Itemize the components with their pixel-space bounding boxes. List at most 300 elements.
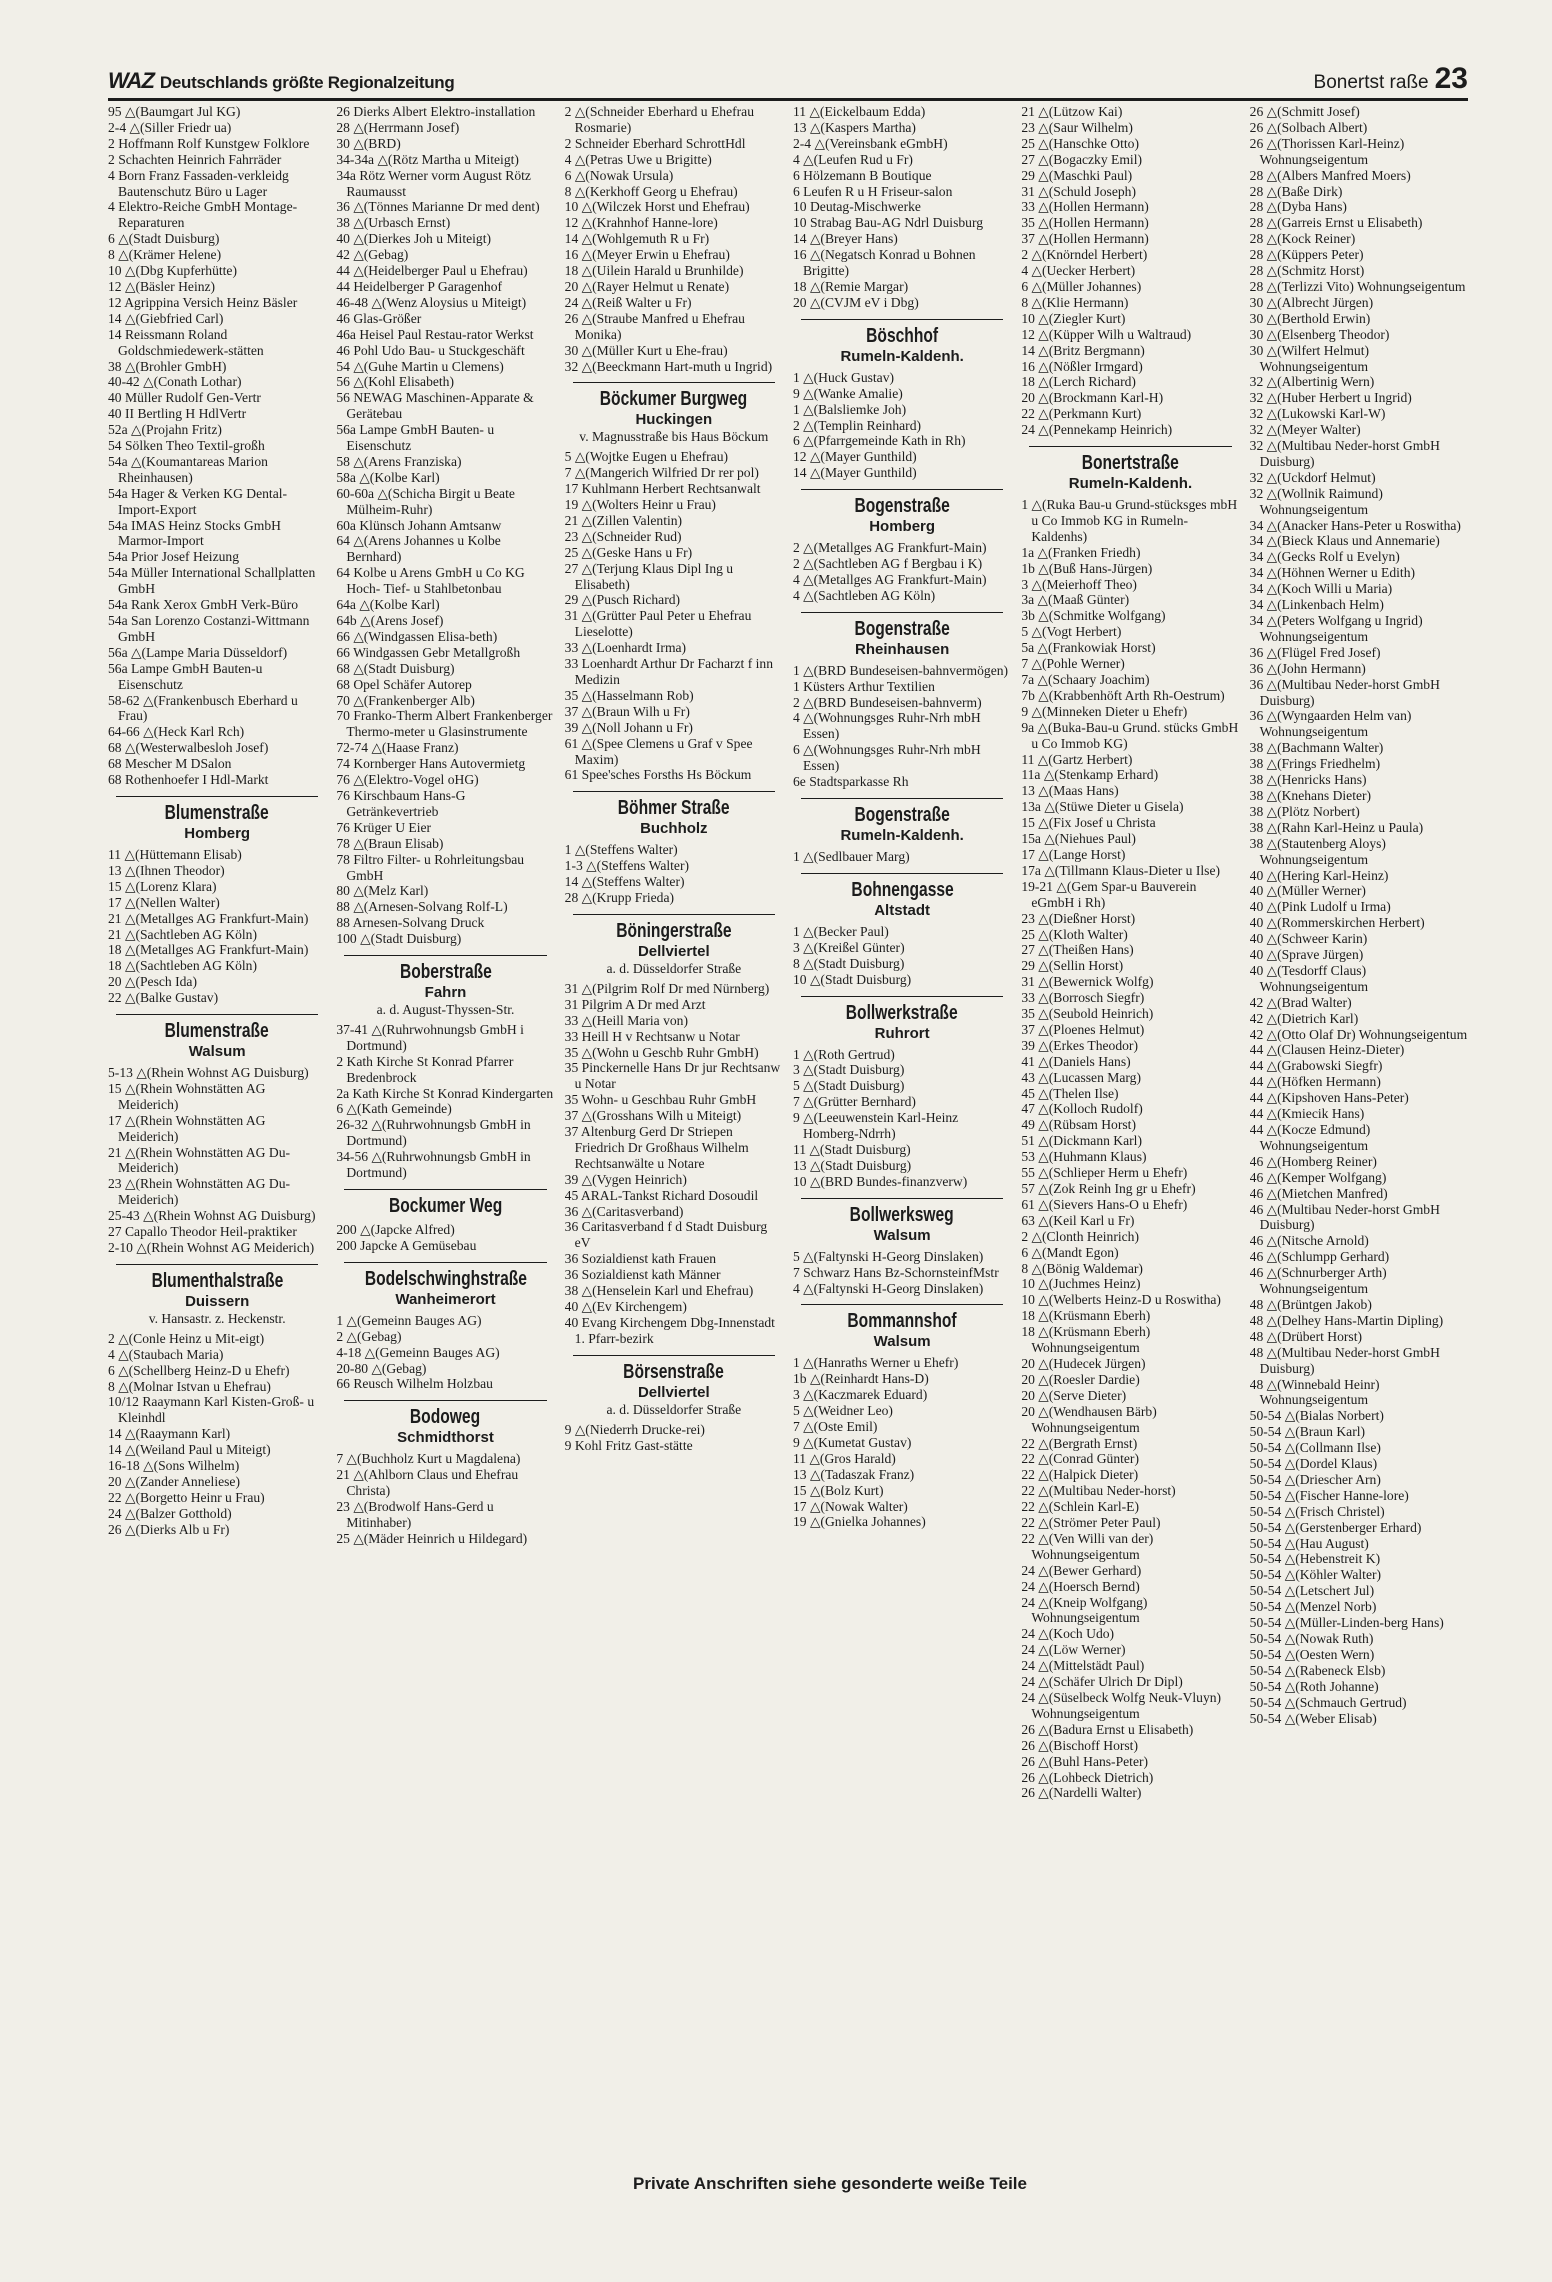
address-entry: 54a △(Koumantareas Marion Rheinhausen) xyxy=(108,453,268,485)
address-entry: 11 △(Hüttemann Elisab) xyxy=(108,846,242,862)
address-entry: 23 △(Dießner Horst) xyxy=(1021,910,1136,926)
address-entry: 20 △(Rayer Helmut u Renate) xyxy=(564,278,730,294)
address-entry: 2-10 △(Rhein Wohnst AG Meiderich) xyxy=(108,1240,315,1255)
address-entry: 50-54 △(Menzel Norb) xyxy=(1249,1599,1377,1615)
address-entry: 38 △(Brohler GmbH) xyxy=(108,358,227,374)
address-entry: 36 △(Flügel Fred Josef) xyxy=(1249,644,1381,660)
address-entry: 10 △(Wilczek Horst und Ehefrau) xyxy=(564,199,750,215)
address-entry: 39 △(Erkes Theodor) xyxy=(1021,1037,1138,1053)
district-name: Homberg xyxy=(184,824,251,842)
address-entry: 1 △(Steffens Walter) xyxy=(564,842,678,858)
address-entry: 7 △(Pohle Werner) xyxy=(1021,656,1125,672)
address-entry: 31 △(Grütter Paul Peter u Ehefrau Lieselotte) xyxy=(564,608,752,640)
street-name: Bodelschwinghstraße xyxy=(364,1267,527,1290)
address-entry: 6 Hölzemann B Boutique xyxy=(792,167,932,183)
address-entry: 26 △(Nardelli Walter) xyxy=(1021,1785,1142,1801)
address-entry: 50-54 △(Rabeneck Elsb) xyxy=(1249,1662,1386,1678)
directory-columns xyxy=(108,104,1468,2184)
address-entry: 33 △(Hollen Hermann) xyxy=(1021,199,1149,215)
address-entry: 55 △(Schlieper Herm u Ehefr) xyxy=(1021,1165,1188,1181)
address-entry: 2 △(Sachtleben AG f Bergbau i K) xyxy=(792,556,983,572)
address-entry: 10 △(Welberts Heinz-D u Roswitha) xyxy=(1021,1292,1221,1308)
address-entry: 20 △(Zander Anneliese) xyxy=(108,1473,240,1489)
address-entry: 6 △(Pfarrgemeinde Kath in Rh) xyxy=(792,433,966,449)
address-entry: 66 Windgassen Gebr Metallgroßh xyxy=(336,644,521,660)
street-range-note: a. d. August-Thyssen-Str. xyxy=(376,1002,515,1018)
address-entry: 13 △(Tadaszak Franz) xyxy=(792,1466,915,1482)
address-entry: 4 △(Staubach Maria) xyxy=(108,1346,224,1362)
address-entry: 46 △(Nitsche Arnold) xyxy=(1249,1233,1369,1249)
address-entry: 2 △(Schneider Eberhard u Ehefrau Rosmarie) xyxy=(564,104,755,135)
district-name: Schmidthorst xyxy=(397,1429,494,1447)
address-entry: 34-34a △(Rötz Martha u Miteigt) xyxy=(336,151,519,167)
masthead-slogan: Deutschlands größte Regionalzeitung xyxy=(159,73,455,92)
address-entry: 45 △(Thelen Ilse) xyxy=(1021,1085,1119,1101)
district-name: Homberg xyxy=(869,518,936,536)
address-entry: 16-18 △(Sons Wilhelm) xyxy=(108,1458,240,1474)
address-entry: 45 ARAL-Tankst Richard Dosoudil xyxy=(564,1187,759,1203)
address-entry: 50-54 △(Fischer Hanne-lore) xyxy=(1249,1487,1409,1503)
column-3 xyxy=(565,104,783,2184)
address-entry: 78 Filtro Filter- u Rohrleitungsbau GmbH xyxy=(336,851,525,883)
street-name: Bogenstraße xyxy=(854,804,950,826)
district-name: Walsum xyxy=(873,1226,931,1244)
address-entry: 14 △(Raaymann Karl) xyxy=(108,1426,231,1442)
section-rule xyxy=(1029,446,1231,447)
address-entry: 40 △(Rommerskirchen Herbert) xyxy=(1249,915,1425,931)
address-entry: 9 Kohl Fritz Gast-stätte xyxy=(564,1437,693,1453)
street-name: Bockumer Weg xyxy=(388,1195,503,1217)
address-entry: 2 Schneider Eberhard SchrottHdl xyxy=(564,135,746,151)
address-entry: 42 △(Gebag) xyxy=(336,247,409,263)
address-entry: 56a Lampe GmbH Bauten-u Eisenschutz xyxy=(108,660,263,692)
address-entry: 6 △(Mandt Egon) xyxy=(1021,1244,1119,1260)
address-entry: 42 △(Otto Olaf Dr) Wohnungseigentum xyxy=(1249,1026,1468,1042)
section-rule xyxy=(801,873,1003,874)
address-entry: 26 △(Straube Manfred u Ehefrau Monika) xyxy=(564,310,745,342)
address-entry: 24 △(Süselbeck Wolfg Neuk-Vluyn) Wohnungseigentum xyxy=(1021,1690,1222,1721)
address-entry: 36 Sozialdienst kath Frauen xyxy=(564,1251,717,1267)
address-entry: 5 △(Faltynski H-Georg Dinslaken) xyxy=(792,1248,984,1264)
district-name: Fahrn xyxy=(424,984,467,1002)
address-entry: 2 △(BRD Bundeseisen-bahnverm) xyxy=(792,694,982,710)
address-entry: 2 △(Metallges AG Frankfurt-Main) xyxy=(792,540,987,556)
address-entry: 36 △(Caritasverband) xyxy=(564,1203,684,1219)
address-entry: 17 △(Lange Horst) xyxy=(1021,846,1126,862)
address-entry: 40 △(Hering Karl-Heinz) xyxy=(1249,867,1389,883)
address-entry: 2 △(Templin Reinhard) xyxy=(792,417,922,433)
address-entry: 44 △(Kocze Edmund) Wohnungseigentum xyxy=(1249,1122,1371,1153)
address-entry: 20 △(Hudecek Jürgen) xyxy=(1021,1355,1146,1371)
address-entry: 3 △(Stadt Duisburg) xyxy=(792,1062,905,1078)
address-entry: 40 △(Dierkes Joh u Miteigt) xyxy=(336,231,492,247)
address-entry: 9 △(Leeuwenstein Karl-Heinz Homberg-Ndrrh) xyxy=(792,1110,959,1142)
address-entry: 57 △(Zok Reinh Ing gr u Ehefr) xyxy=(1021,1181,1196,1196)
street-section-heading xyxy=(793,798,1011,845)
address-entry: 51 △(Dickmann Karl) xyxy=(1021,1133,1142,1149)
address-entry: 46 Glas-Größer xyxy=(336,310,422,326)
address-entry: 15a △(Niehues Paul) xyxy=(1021,831,1136,847)
address-entry: 61 △(Spee Clemens u Graf v Spee Maxim) xyxy=(564,735,753,767)
address-entry: 38 △(Knehans Dieter) xyxy=(1249,787,1372,803)
address-entry: 37 △(Braun Wilh u Fr) xyxy=(564,703,690,719)
address-entry: 1 △(Ruka Bau-u Grund-stücksges mbH u Co Immob KG in Rumeln-Kaldenhs) xyxy=(1021,497,1238,544)
address-entry: 64b △(Arens Josef) xyxy=(336,613,444,628)
address-entry: 70 △(Frankenberger Alb) xyxy=(336,692,475,708)
address-entry: 22 △(Multibau Neder-horst) xyxy=(1021,1483,1176,1499)
address-entry: 15 △(Bolz Kurt) xyxy=(792,1482,884,1498)
address-entry: 18 △(Lerch Richard) xyxy=(1021,374,1136,390)
address-entry: 56 NEWAG Maschinen-Apparate & Gerätebau xyxy=(336,390,534,422)
address-entry: 40 △(Sprave Jürgen) xyxy=(1249,947,1364,963)
address-entry: 46 Pohl Udo Bau- u Stuckgeschäft xyxy=(336,342,525,358)
address-entry: 32 △(Huber Herbert u Ingrid) xyxy=(1249,390,1412,406)
address-entry: 31 Pilgrim A Dr med Arzt xyxy=(564,996,706,1012)
street-range-note: a. d. Düsseldorfer Straße xyxy=(606,960,742,976)
address-entry: 44 △(Kmiecik Hans) xyxy=(1249,1106,1365,1122)
address-entry: 66 Reusch Wilhelm Holzbau xyxy=(336,1376,493,1392)
address-entry: 28 △(Dyba Hans) xyxy=(1249,199,1347,215)
address-entry: 5 △(Wojtke Eugen u Ehefrau) xyxy=(564,449,729,465)
address-entry: 70 Franko-Therm Albert Frankenberger Thermo-meter u Glasinstrumente xyxy=(336,708,553,740)
address-entry: 68 Rothenhoefer I Hdl-Markt xyxy=(108,772,269,788)
address-entry: 6 △(Nowak Ursula) xyxy=(564,167,674,183)
street-name: Bohnengasse xyxy=(850,878,954,901)
address-entry: 12 △(Krahnhof Hanne-lore) xyxy=(564,215,718,231)
district-name: Ruhrort xyxy=(874,1024,930,1042)
address-entry: 35 Pinckernelle Hans Dr jur Rechtsanw u Notar xyxy=(564,1060,781,1092)
address-entry: 24 △(Bewer Gerhard) xyxy=(1021,1562,1142,1578)
address-entry: 10 Deutag-Mischwerke xyxy=(792,199,921,215)
address-entry: 23 △(Brodwolf Hans-Gerd u Mitinhaber) xyxy=(336,1499,494,1530)
street-section-heading xyxy=(793,1198,1011,1245)
address-entry: 40-42 △(Conath Lothar) xyxy=(108,374,242,390)
street-section-heading xyxy=(793,873,1011,920)
address-entry: 21 △(Zillen Valentin) xyxy=(564,512,683,528)
address-entry: 22 △(Ven Willi van der) Wohnungseigentum xyxy=(1021,1530,1154,1562)
address-entry: 6 △(Müller Johannes) xyxy=(1021,278,1142,294)
address-entry: 7 △(Grütter Bernhard) xyxy=(792,1094,916,1110)
address-entry: 58a △(Kolbe Karl) xyxy=(336,469,440,485)
address-entry: 50-54 △(Schmauch Gertrud) xyxy=(1249,1694,1407,1710)
address-entry: 52a △(Projahn Fritz) xyxy=(108,422,222,438)
address-entry: 18 △(Remie Margar) xyxy=(792,278,909,294)
district-name: Dellviertel xyxy=(637,1383,710,1401)
district-name: Duissern xyxy=(185,1292,250,1310)
address-entry: 13 △(Maas Hans) xyxy=(1021,783,1119,799)
address-entry: 46 △(Homberg Reiner) xyxy=(1249,1153,1377,1169)
address-entry: 100 △(Stadt Duisburg) xyxy=(336,931,462,947)
address-entry: 26 △(Thorissen Karl-Heinz) Wohnungseigentum xyxy=(1249,135,1405,167)
address-entry: 23 △(Saur Wilhelm) xyxy=(1021,119,1133,135)
address-entry: 24 △(Balzer Gotthold) xyxy=(108,1505,232,1521)
address-entry: 2 △(Conle Heinz u Mit-eigt) xyxy=(108,1330,265,1346)
street-name: Bodoweg xyxy=(410,1406,481,1429)
address-entry: 2 Kath Kirche St Konrad Pfarrer Bredenbrock xyxy=(336,1053,514,1085)
address-entry: 24 △(Löw Werner) xyxy=(1021,1642,1126,1658)
address-entry: 26-32 △(Ruhrwohnungsb GmbH in Dortmund) xyxy=(336,1117,531,1149)
address-entry: 25-43 △(Rhein Wohnst AG Duisburg) xyxy=(108,1208,316,1224)
street-range-note: a. d. Düsseldorfer Straße xyxy=(606,1401,742,1417)
street-name: Böhmer Straße xyxy=(617,797,730,820)
column-2 xyxy=(336,104,554,2184)
address-entry: 1 △(BRD Bundeseisen-bahnvermögen) xyxy=(792,662,1009,678)
address-entry: 6 △(Schellberg Heinz-D u Ehefr) xyxy=(108,1362,290,1378)
street-section-heading xyxy=(336,1262,554,1309)
address-entry: 44 △(Clausen Heinz-Dieter) xyxy=(1249,1042,1405,1058)
address-entry: 74 Kornberger Hans Autovermietg xyxy=(336,756,526,772)
address-entry: 54a Prior Josef Heizung xyxy=(108,549,239,565)
address-entry: 11 △(Gros Harald) xyxy=(792,1450,896,1466)
address-entry: 50-54 △(Hebenstreit K) xyxy=(1249,1551,1381,1567)
address-entry: 20 △(Serve Dieter) xyxy=(1021,1387,1127,1403)
street-name: Böschhof xyxy=(866,324,939,347)
address-entry: 40 △(Müller Werner) xyxy=(1249,883,1366,899)
address-entry: 46 △(Kemper Wolfgang) xyxy=(1249,1169,1387,1185)
section-rule xyxy=(801,1304,1003,1305)
district-name: Rumeln-Kaldenh. xyxy=(1068,475,1193,493)
address-entry: 40 △(Pink Ludolf u Irma) xyxy=(1249,899,1391,915)
address-entry: 6 △(Stadt Duisburg) xyxy=(108,231,220,247)
section-rule xyxy=(801,996,1003,997)
address-entry: 56a Lampe GmbH Bauten- u Eisenschutz xyxy=(336,422,495,454)
address-entry: 2 △(Knörndel Herbert) xyxy=(1021,247,1148,263)
address-entry: 11 △(Eickelbaum Edda) xyxy=(792,104,926,119)
address-entry: 4 △(Sachtleben AG Köln) xyxy=(792,587,936,603)
section-rule xyxy=(116,1014,318,1015)
address-entry: 46 △(Schnurberger Arth) Wohnungseigentum xyxy=(1249,1265,1387,1297)
address-entry: 14 △(Britz Bergmann) xyxy=(1021,342,1145,358)
address-entry: 12 △(Bäsler Heinz) xyxy=(108,278,216,294)
address-entry: 22 △(Balke Gustav) xyxy=(108,990,219,1006)
address-entry: 20-80 △(Gebag) xyxy=(336,1360,427,1376)
street-name: Boberstraße xyxy=(399,961,492,984)
district-name: Huckingen xyxy=(635,411,713,429)
address-entry: 3 △(Kaczmarek Eduard) xyxy=(792,1387,928,1403)
street-section-heading xyxy=(108,1264,326,1327)
address-entry: 14 △(Weiland Paul u Miteigt) xyxy=(108,1442,271,1458)
address-entry: 14 △(Steffens Walter) xyxy=(564,874,685,890)
address-entry: 2 Schachten Heinrich Fahrräder xyxy=(108,151,282,167)
section-rule xyxy=(116,1264,318,1265)
address-entry: 38 △(Henselein Karl und Ehefrau) xyxy=(564,1283,754,1299)
address-entry: 22 △(Schlein Karl-E) xyxy=(1021,1499,1139,1515)
address-entry: 53 △(Huhmann Klaus) xyxy=(1021,1149,1147,1165)
address-entry: 200 Japcke A Gemüsebau xyxy=(336,1237,477,1253)
address-entry: 39 △(Vygen Heinrich) xyxy=(564,1171,687,1187)
address-entry: 49 △(Rübsam Horst) xyxy=(1021,1117,1136,1133)
district-name: Rumeln-Kaldenh. xyxy=(840,827,964,844)
address-entry: 35 △(Wohn u Geschb Ruhr GmbH) xyxy=(564,1044,759,1060)
address-entry: 50-54 △(Collmann Ilse) xyxy=(1249,1440,1381,1456)
address-entry: 44 △(Heidelberger Paul u Ehefrau) xyxy=(336,263,528,279)
address-entry: 14 △(Wohlgemuth R u Fr) xyxy=(564,231,710,247)
address-entry: 46-48 △(Wenz Aloysius u Miteigt) xyxy=(336,294,527,310)
address-entry: 40 II Bertling H HdlVertr xyxy=(108,406,247,422)
address-entry: 41 △(Daniels Hans) xyxy=(1021,1053,1131,1069)
address-entry: 16 △(Meyer Erwin u Ehefrau) xyxy=(564,247,730,263)
address-entry: 7b △(Krabbenhöft Arth Rh-Oestrum) xyxy=(1021,687,1225,703)
district-name: Buchholz xyxy=(640,820,708,838)
address-entry: 18 △(Uilein Harald u Brunhilde) xyxy=(564,263,744,279)
street-name: Bonertstraße xyxy=(1081,452,1180,475)
address-entry: 68 △(Westerwalbesloh Josef) xyxy=(108,740,269,756)
address-entry: 2 △(Gebag) xyxy=(336,1328,402,1344)
address-entry: 88 △(Arnesen-Solvang Rolf-L) xyxy=(336,899,508,915)
address-entry: 24 △(Schäfer Ulrich Dr Dipl) xyxy=(1021,1674,1183,1690)
address-entry: 78 △(Braun Elisab) xyxy=(336,835,444,851)
address-entry: 40 △(Tesdorff Claus) Wohnungseigentum xyxy=(1249,962,1369,994)
column-1 xyxy=(108,104,326,2184)
address-entry: 39 △(Noll Johann u Fr) xyxy=(564,719,693,735)
address-entry: 33 △(Borrosch Siegfr) xyxy=(1021,990,1145,1006)
address-entry: 7 △(Mangerich Wilfried Dr rer pol) xyxy=(564,465,759,481)
address-entry: 37 △(Grosshans Wilh u Miteigt) xyxy=(564,1108,742,1124)
section-rule xyxy=(573,382,775,383)
address-entry: 15 △(Rhein Wohnstätten AG Meiderich) xyxy=(108,1080,266,1112)
district-name: Dellviertel xyxy=(637,942,710,960)
address-entry: 22 △(Borgetto Heinr u Frau) xyxy=(108,1489,265,1505)
address-entry: 33 Heill H v Rechtsanw u Notar xyxy=(564,1028,740,1044)
section-rule xyxy=(573,914,775,915)
address-entry: 54a Rank Xerox GmbH Verk-Büro xyxy=(108,597,299,613)
address-entry: 17 Kuhlmann Herbert Rechtsanwalt xyxy=(564,481,761,497)
address-entry: 54 Sölken Theo Textil-großh xyxy=(108,438,265,454)
address-entry: 2-4 △(Siller Friedr ua) xyxy=(108,119,232,135)
address-entry: 16 △(Nößler Irmgard) xyxy=(1021,358,1143,374)
address-entry: 33 Loenhardt Arthur Dr Facharzt f inn Medizin xyxy=(564,656,774,687)
address-entry: 5 △(Weidner Leo) xyxy=(792,1403,893,1419)
street-section-heading xyxy=(565,1355,783,1418)
street-section-heading xyxy=(565,382,783,445)
address-entry: 48 △(Delhey Hans-Martin Dipling) xyxy=(1249,1312,1444,1328)
address-entry: 42 △(Brad Walter) xyxy=(1249,994,1352,1010)
street-name: Börsenstraße xyxy=(623,1360,725,1383)
address-entry: 37 △(Ploenes Helmut) xyxy=(1021,1021,1145,1037)
column-4 xyxy=(793,104,1011,2184)
address-entry: 9 △(Wanke Amalie) xyxy=(792,385,903,401)
address-entry: 200 △(Japcke Alfred) xyxy=(336,1222,455,1237)
address-entry: 4 △(Leufen Rud u Fr) xyxy=(792,151,913,167)
waz-logo: WAZ xyxy=(108,68,154,93)
address-entry: 8 △(Bönig Waldemar) xyxy=(1021,1260,1143,1276)
address-entry: 35 △(Seubold Heinrich) xyxy=(1021,1006,1154,1022)
address-entry: 24 △(Koch Udo) xyxy=(1021,1626,1115,1642)
address-entry: 50-54 △(Frisch Christel) xyxy=(1249,1503,1385,1519)
address-entry: 27 △(Bogaczky Emil) xyxy=(1021,151,1142,167)
address-entry: 7a △(Schaary Joachim) xyxy=(1021,672,1150,687)
section-rule xyxy=(801,489,1003,490)
page-number: 23 xyxy=(1434,62,1468,95)
address-entry: 66 △(Windgassen Elisa-beth) xyxy=(336,628,498,644)
address-entry: 28 △(Garreis Ernst u Elisabeth) xyxy=(1249,215,1423,231)
address-entry: 17 △(Nellen Walter) xyxy=(108,894,220,910)
address-entry: 50-54 △(Köhler Walter) xyxy=(1249,1567,1382,1583)
address-entry: 68 Mescher M DSalon xyxy=(108,756,232,772)
section-rule xyxy=(801,319,1003,320)
address-entry: 32 △(Beeckmann Hart-muth u Ingrid) xyxy=(564,358,773,374)
address-entry: 32 △(Lukowski Karl-W) xyxy=(1249,406,1386,422)
address-entry: 64-66 △(Heck Karl Rch) xyxy=(108,724,245,740)
section-rule xyxy=(344,1400,546,1401)
address-entry: 8 △(Klie Hermann) xyxy=(1021,294,1129,310)
address-entry: 26 △(Schmitt Josef) xyxy=(1249,104,1360,119)
address-entry: 36 Sozialdienst kath Männer xyxy=(564,1267,721,1283)
address-entry: 54a San Lorenzo Costanzi-Wittmann GmbH xyxy=(108,613,310,644)
address-entry: 20 △(Roesler Dardie) xyxy=(1021,1371,1140,1387)
address-entry: 50-54 △(Nowak Ruth) xyxy=(1249,1631,1374,1646)
address-entry: 34 △(Höhnen Werner u Edith) xyxy=(1249,565,1416,581)
address-entry: 35 △(Hollen Hermann) xyxy=(1021,215,1149,231)
address-entry: 30 △(Berthold Erwin) xyxy=(1249,310,1371,326)
address-entry: 54a IMAS Heinz Stocks GmbH Marmor-Import xyxy=(108,517,281,549)
address-entry: 38 △(Urbasch Ernst) xyxy=(336,215,451,231)
address-entry: 29 △(Maschki Paul) xyxy=(1021,167,1133,183)
address-entry: 46 △(Schlumpp Gerhard) xyxy=(1249,1249,1390,1265)
address-entry: 13 △(Ihnen Theodor) xyxy=(108,862,225,878)
address-entry: 14 △(Giebfried Carl) xyxy=(108,310,224,326)
section-rule xyxy=(116,796,318,797)
address-entry: 1 △(Gemeinn Bauges AG) xyxy=(336,1312,482,1328)
address-entry: 20 △(CVJM eV i Dbg) xyxy=(792,294,919,310)
address-entry: 4 △(Metallges AG Frankfurt-Main) xyxy=(792,571,987,587)
address-entry: 34 △(Bieck Klaus und Annemarie) xyxy=(1249,533,1440,549)
address-entry: 12 △(Mayer Gunthild) xyxy=(792,449,917,465)
street-name: Bollwerksweg xyxy=(850,1203,955,1226)
address-entry: 7 △(Buchholz Kurt u Magdalena) xyxy=(336,1451,521,1467)
address-entry: 3 △(Kreißel Günter) xyxy=(792,939,905,955)
section-rule xyxy=(344,1262,546,1263)
address-entry: 36 △(John Hermann) xyxy=(1249,660,1366,676)
street-section-heading xyxy=(108,796,326,843)
address-entry: 35 △(Hasselmann Rob) xyxy=(564,687,694,703)
address-entry: 10 △(Stadt Duisburg) xyxy=(792,971,912,987)
address-entry: 14 Reissmann Roland Goldschmiedewerk-stätten xyxy=(108,326,264,358)
address-entry: 64 Kolbe u Arens GmbH u Co KG Hoch- Tief- u Stahlbetonbau xyxy=(336,565,525,597)
address-entry: 20 △(Pesch Ida) xyxy=(108,974,197,990)
address-entry: 30 △(Elsenberg Theodor) xyxy=(1249,326,1390,342)
address-entry: 2 Hoffmann Rolf Kunstgew Folklore xyxy=(108,135,310,151)
address-entry: 88 Arnesen-Solvang Druck xyxy=(336,915,485,931)
address-entry: 28 △(Albers Manfred Moers) xyxy=(1249,167,1411,183)
street-section-heading xyxy=(793,489,1011,536)
address-entry: 50-54 △(Weber Elisab) xyxy=(1249,1710,1377,1726)
address-entry: 10 △(Ziegler Kurt) xyxy=(1021,310,1126,326)
address-entry: 38 △(Frings Friedhelm) xyxy=(1249,756,1381,772)
street-range-note: v. Hansastr. z. Heckenstr. xyxy=(148,1310,286,1326)
address-entry: 33 △(Loenhardt Irma) xyxy=(564,640,687,656)
street-name: Bogenstraße xyxy=(854,495,950,518)
address-entry: 42 △(Dietrich Karl) xyxy=(1249,1010,1359,1026)
address-entry: 56a △(Lampe Maria Düsseldorf) xyxy=(108,644,288,660)
address-entry: 7 Schwarz Hans Bz-SchornsteinfMstr xyxy=(792,1264,999,1280)
district-name: Rheinhausen xyxy=(855,640,950,658)
address-entry: 50-54 △(Bialas Norbert) xyxy=(1249,1408,1384,1424)
address-entry: 54 △(Guhe Martin u Clemens) xyxy=(336,358,504,374)
address-entry: 10/12 Raaymann Karl Kisten-Groß- u Kleinhdl xyxy=(108,1394,315,1426)
address-entry: 26 △(Badura Ernst u Elisabeth) xyxy=(1021,1721,1194,1737)
address-entry: 13a △(Stüwe Dieter u Gisela) xyxy=(1021,799,1184,815)
address-entry: 43 △(Lucassen Marg) xyxy=(1021,1069,1141,1085)
address-entry: 36 △(Multibau Neder-horst GmbH Duisburg) xyxy=(1249,676,1440,708)
address-entry: 21 △(Ahlborn Claus und Ehefrau Christa) xyxy=(336,1467,519,1499)
address-entry: 5 △(Stadt Duisburg) xyxy=(792,1078,905,1094)
address-entry: 6 △(Kath Gemeinde) xyxy=(336,1101,452,1117)
address-entry: 34 △(Anacker Hans-Peter u Roswitha) xyxy=(1249,517,1461,533)
address-entry: 46 △(Mietchen Manfred) xyxy=(1249,1185,1388,1201)
address-entry: 22 △(Perkmann Kurt) xyxy=(1021,406,1142,422)
address-entry: 76 △(Elektro-Vogel oHG) xyxy=(336,772,479,788)
